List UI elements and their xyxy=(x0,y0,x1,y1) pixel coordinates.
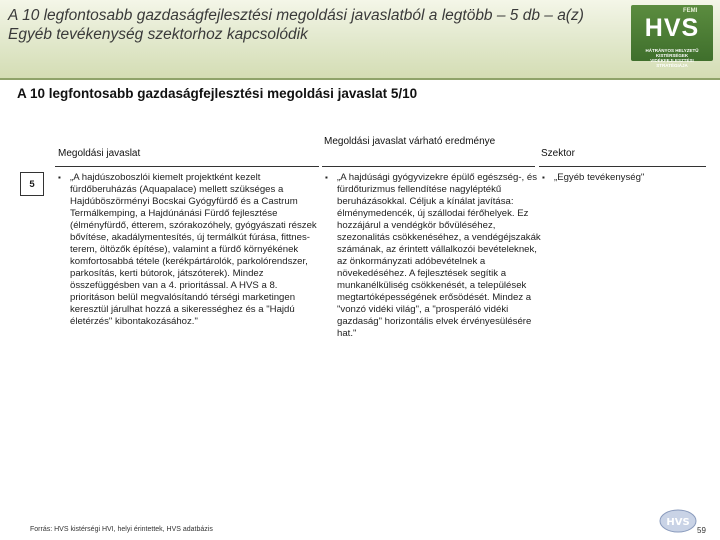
header-band xyxy=(0,0,720,78)
column-header-solution: Megoldási javaslat xyxy=(58,148,141,159)
page-number: 59 xyxy=(697,526,706,535)
header-rule-solution xyxy=(55,166,319,167)
solution-text: „A hajdúszoboszlói kiemelt projektként kezelt fürdőberuházás (Aquapalace) mellett szükséges a Hajdúböszörményi Bocskai Gyógyfürdő és a Castrum Termálkemping, a Hajdúnánási Fürdő fejlesztése (élményfürdő, étterem, szórakozóhely, gyógyászati részek bővítése, akadálymentesítés, új termálkút fúrása, fittnes-terem, öltözők építése), valamint a fürdő környékének komfortosabbá tétele (kerékpártárolók, parkolórendszer, parkosítás, kerti bútorok, játszóterek). Mindez összefüggésben van a 4. prioritással. A HVS a 8. prioritáson belül megvalósítandó térségi marketingen keresztül járulhat hozzá a sikerességhez és a "Hajdú életérzés" kibontakozásához." xyxy=(70,172,317,327)
row-number: 5 xyxy=(20,172,44,196)
slide-title: A 10 legfontosabb gazdaságfejlesztési megoldási javaslatból a legtöbb – 5 db – a(z) Egyéb tevékenység szektorhoz kapcsolódik xyxy=(8,7,584,43)
logo-main-text: HVS xyxy=(644,14,700,42)
bullet-icon: ▪ xyxy=(325,173,328,182)
outcome-text: „A hajdúsági gyógyvizekre épülő egészség-, és fürdőturizmus fellendítése nagyléptékű beruházásokkal. Céljuk a kínálat javítása: élménymedencék, új szállodai férőhelyek. Ez hozzájárul a vendégkör bővüléséhez, szezonalitás csökkenéséhez, a vendégéjszakák számának, az érintett vállalkozói bevételeknek, az önkormányzati adóbevételnek a növekedéséhez. A fejlesztések segítik a munkanélküliség csökkenését, a települések megtartóképességének erősödését. Mindez a "vonzó vidéki világ", a "prosperáló vidéki gazdaság" horizontális elvek érvényesülésére hat." xyxy=(337,172,541,339)
slide-subtitle: A 10 legfontosabb gazdaságfejlesztési megoldási javaslat 5/10 xyxy=(17,86,418,101)
footer-logo-text: HVS xyxy=(666,517,690,528)
footer-logo-icon xyxy=(658,508,698,534)
header-rule-sector xyxy=(539,166,706,167)
sector-text: „Egyéb tevékenység" xyxy=(554,172,645,183)
column-header-sector: Szektor xyxy=(541,148,575,159)
bullet-icon: ▪ xyxy=(58,173,61,182)
logo-sub-text: HÁTRÁNYOS HELYZETŰ KISTÉRSÉGEK VIDÉKFEJLESZTÉSI STRATÉGIÁJA xyxy=(645,48,699,68)
header-divider xyxy=(0,78,720,80)
source-note: Forrás: HVS kistérségi HVI, helyi érintettek, HVS adatbázis xyxy=(30,526,213,533)
header-rule-outcome xyxy=(322,166,535,167)
hvs-logo xyxy=(631,5,713,68)
column-header-outcome: Megoldási javaslat várható eredménye xyxy=(324,136,496,147)
logo-top-text: FEMI xyxy=(683,8,698,14)
bullet-icon: ▪ xyxy=(542,173,545,182)
